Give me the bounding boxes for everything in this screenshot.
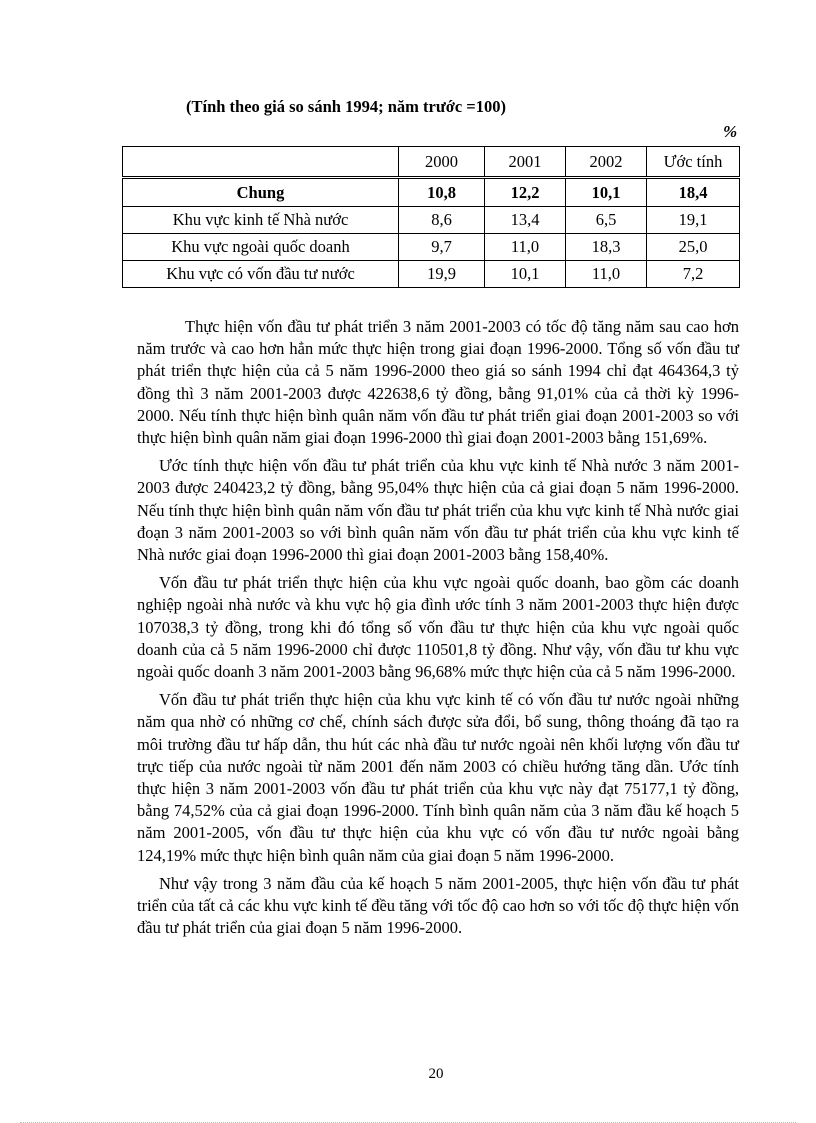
row-label: Khu vực có vốn đầu tư nước [123, 261, 399, 288]
table-cell: 7,2 [647, 261, 740, 288]
unit-label: % [723, 122, 738, 141]
paragraph: Như vậy trong 3 năm đầu của kế hoạch 5 năm 2001-2005, thực hiện vốn đầu tư phát triển của tất cả các khu vực kinh tế đều tăng với tốc độ cao hơn so với tốc độ thực hiện vốn đầu tư phát triển của giai đoạn 5 năm 1996-2000. [137, 873, 739, 938]
growth-table [122, 146, 740, 288]
table-caption: (Tính theo giá so sánh 1994; năm trước =100) [186, 97, 506, 116]
table-row [123, 261, 740, 288]
row-label: Khu vực ngoài quốc doanh [123, 234, 399, 261]
row-label: Chung [123, 178, 399, 207]
header-cell-estimate: Ước tính [647, 147, 740, 178]
table-row [123, 234, 740, 261]
paragraph: Thực hiện vốn đầu tư phát triển 3 năm 2001-2003 có tốc độ tăng năm sau cao hơn năm trước và cao hơn hẳn mức thực hiện trong giai đoạn 1996-2000. Tổng số vốn đầu tư phát triển thực hiện của cả 5 năm 1996-2000 theo giá so sánh 1994 chỉ đạt 464364,3 tỷ đồng thì 3 năm 2001-2003 được 422638,6 tỷ đồng, bằng 91,01% của cả thời kỳ 1996-2000. Nếu tính thực hiện bình quân năm vốn đầu tư phát triển giai đoạn 2001-2003 so với thực hiện bình quân năm giai đoạn 1996-2000 thì giai đoạn 2001-2003 bằng 151,69%. [137, 317, 739, 448]
table-cell: 12,2 [485, 178, 566, 207]
header-cell-label [123, 147, 399, 178]
table-cell: 19,1 [647, 207, 740, 234]
table-cell: 10,8 [399, 178, 485, 207]
paragraph: Vốn đầu tư phát triển thực hiện của khu vực ngoài quốc doanh, bao gồm các doanh nghiệp ngoài nhà nước và khu vực hộ gia đình ước tính 3 năm 2001-2003 thực hiện được 107038,3 tỷ đồng, trong khi đó tổng số vốn đầu tư thực hiện của khu vực ngoài quốc doanh của cả 5 năm 1996-2000 chỉ được 110501,8 tỷ đồng. Như vậy, vốn đầu tư khu vực ngoài quốc doanh 3 năm 2001-2003 bằng 96,68% mức thực hiện của cả 5 năm 1996-2000. [137, 573, 739, 682]
page-number: 20 [428, 1066, 444, 1082]
table-row [123, 207, 740, 234]
header-cell-2001: 2001 [485, 147, 566, 178]
table-cell: 11,0 [566, 261, 647, 288]
table-cell: 11,0 [485, 234, 566, 261]
paragraph: Vốn đầu tư phát triển thực hiện của khu vực kinh tế có vốn đầu tư nước ngoài những năm qua nhờ có những cơ chế, chính sách được sửa đổi, bổ sung, thông thoáng đã tạo ra môi trường đầu tư hấp dẫn, thu hút các nhà đầu tư nước ngoài nên khối lượng vốn đầu tư trực tiếp của nước ngoài từ năm 2001 đến năm 2003 có chiều hướng tăng dần. Ước tính thực hiện 3 năm 2001-2003 vốn đầu tư phát triển của khu vực này đạt 75177,1 tỷ đồng, bằng 74,52% của cả giai đoạn 1996-2000. Tính bình quân năm của 3 năm đầu kế hoạch 5 năm 2001-2005, vốn đầu tư thực hiện của khu vực có vốn đầu tư nước ngoài bằng 124,19% mức thực hiện bình quân năm của giai đoạn 5 năm 1996-2000. [137, 690, 739, 865]
table-cell: 25,0 [647, 234, 740, 261]
header-cell-2000: 2000 [399, 147, 485, 178]
table-cell: 6,5 [566, 207, 647, 234]
table-cell: 8,6 [399, 207, 485, 234]
table-cell: 10,1 [485, 261, 566, 288]
header-cell-2002: 2002 [566, 147, 647, 178]
table-cell: 19,9 [399, 261, 485, 288]
paragraph: Ước tính thực hiện vốn đầu tư phát triển của khu vực kinh tế Nhà nước 3 năm 2001-2003 được 240423,2 tỷ đồng, bằng 95,04% thực hiện của cả giai đoạn 5 năm 1996-2000. Nếu tính thực hiện bình quân năm vốn đầu tư phát triển của khu vực kinh tế Nhà nước giai đoạn 3 năm 2001-2003 so với bình quân năm vốn đầu tư phát triển của khu vực kinh tế Nhà nước giai đoạn 1996-2000 thì giai đoạn 2001-2003 bằng 158,40%. [137, 456, 739, 565]
table-row-total [123, 178, 740, 207]
table-cell: 9,7 [399, 234, 485, 261]
row-label: Khu vực kinh tế Nhà nước [123, 207, 399, 234]
table-cell: 13,4 [485, 207, 566, 234]
table-header-row [123, 147, 740, 178]
body-text [137, 316, 739, 945]
table-cell: 10,1 [566, 178, 647, 207]
table-cell: 18,4 [647, 178, 740, 207]
table-cell: 18,3 [566, 234, 647, 261]
